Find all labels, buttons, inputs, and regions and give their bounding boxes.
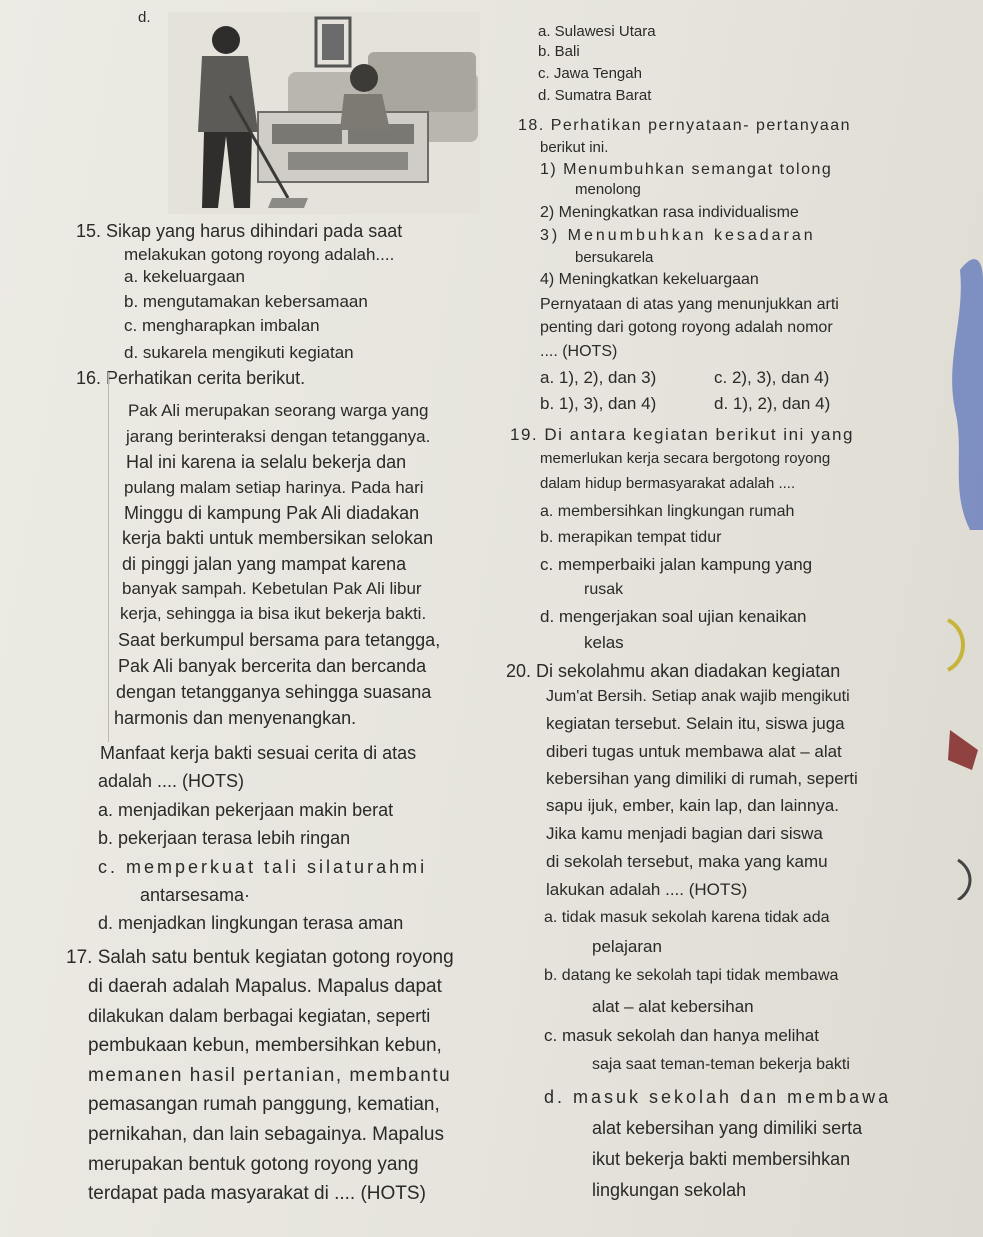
q20-line: di sekolah tersebut, maka yang kamu <box>546 852 828 871</box>
q18-prompt-hots: .... (HOTS) <box>540 343 618 360</box>
child-body <box>340 94 390 130</box>
q20-line: kebersihan yang dimiliki di rumah, seperti <box>546 769 858 788</box>
q17-line: pembukaan kebun, membersihkan kebun, <box>88 1035 442 1056</box>
q15-option-d: d. sukarela mengikuti kegiatan <box>124 343 354 362</box>
q20-line: 20. Di sekolahmu akan diadakan kegiatan <box>506 661 841 681</box>
q17-line: dilakukan dalam berbagai kegiatan, seperti <box>88 1006 431 1026</box>
q16-option-a: a. menjadikan pekerjaan makin berat <box>98 800 394 820</box>
q16-story-line: Saat berkumpul bersama para tetangga, <box>118 630 441 650</box>
q16-story-line: jarang berinteraksi dengan tetangganya. <box>126 427 431 446</box>
q16-option-c-cont: antarsesama· <box>140 885 251 905</box>
q16-story-line: banyak sampah. Kebetulan Pak Ali libur <box>122 579 422 598</box>
q15-option-b: b. mengutamakan kebersamaan <box>124 292 368 311</box>
q20-line: diberi tugas untuk membawa alat – alat <box>546 742 842 761</box>
q15-option-c: c. mengharapkan imbalan <box>124 316 320 335</box>
q17-line: pemasangan rumah panggung, kematian, <box>88 1094 440 1115</box>
q20-line: Jum'at Bersih. Setiap anak wajib mengikuti <box>546 688 850 705</box>
q16-option-c: c. memperkuat tali silaturahmi <box>98 857 428 877</box>
q16-story-line: pulang malam setiap harinya. Pada hari <box>124 478 424 497</box>
q16-story-line: dengan tetangganya sehingga suasana <box>116 682 432 702</box>
q18-prompt: Pernyataan di atas yang menunjukkan arti <box>540 296 839 313</box>
q20-option-c-cont: saja saat teman-teman bekerja bakti <box>592 1056 850 1073</box>
decorative-blobs <box>920 230 983 530</box>
q19-question-cont: memerlukan kerja secara bergotong royong <box>540 450 831 467</box>
illustration-letter: d. <box>138 9 151 26</box>
q18-statement-4: 4) Meningkatkan kekeluargaan <box>540 271 759 288</box>
q14-option-b: b. Bali <box>538 43 580 60</box>
cleaning-illustration <box>168 12 480 214</box>
q19-option-a: a. membersihkan lingkungan rumah <box>540 503 795 520</box>
q20-option-d-cont: alat kebersihan yang dimiliki serta <box>592 1118 863 1138</box>
child-head <box>350 64 378 92</box>
q20-option-a-cont: pelajaran <box>592 937 662 956</box>
q19-option-b: b. merapikan tempat tidur <box>540 529 722 546</box>
q19-option-d: d. mengerjakan soal ujian kenaikan <box>540 607 807 626</box>
q16-option-d: d. menjadkan lingkungan terasa aman <box>98 913 404 933</box>
q16-story-line: Pak Ali banyak bercerita dan bercanda <box>118 656 427 676</box>
q15-question: 15. Sikap yang harus dihindari pada saat <box>76 221 403 241</box>
q18-question-cont: berikut ini. <box>540 139 609 156</box>
q16-prompt-cont: adalah .... (HOTS) <box>98 771 245 791</box>
q18-prompt-cont: penting dari gotong royong adalah nomor <box>540 319 833 336</box>
q16-question: 16. Perhatikan cerita berikut. <box>76 368 306 388</box>
q18-option-a: a. 1), 2), dan 3) <box>540 368 657 387</box>
q20-line: Jika kamu menjadi bagian dari siswa <box>546 824 823 843</box>
q18-option-c: c. 2), 3), dan 4) <box>714 368 830 387</box>
decorative-curls <box>928 600 983 900</box>
q20-option-c: c. masuk sekolah dan hanya melihat <box>544 1026 819 1045</box>
q16-story-line: Hal ini karena ia selalu bekerja dan <box>126 452 407 472</box>
q20-line: kegiatan tersebut. Selain itu, siswa juga <box>546 714 845 733</box>
q20-option-b: b. datang ke sekolah tapi tidak membawa <box>544 967 839 984</box>
q16-story-line: Pak Ali merupakan seorang warga yang <box>128 401 429 420</box>
q18-option-b: b. 1), 3), dan 4) <box>540 394 657 413</box>
q18-question: 18. Perhatikan pernyataan- pertanyaan <box>518 117 852 134</box>
q16-option-b: b. pekerjaan terasa lebih ringan <box>98 828 351 848</box>
q20-option-a: a. tidak masuk sekolah karena tidak ada <box>544 909 830 926</box>
mop-head <box>268 198 308 208</box>
q19-question: 19. Di antara kegiatan berikut ini yang <box>510 425 854 444</box>
q18-statement-1: 1) Menumbuhkan semangat tolong <box>540 161 833 178</box>
q19-option-c-cont: rusak <box>584 581 624 598</box>
q16-story-line: di pinggi jalan yang mampat karena <box>122 554 407 574</box>
man-body <box>198 56 258 132</box>
q14-option-c: c. Jawa Tengah <box>538 65 642 82</box>
q17-line: pernikahan, dan lain sebagainya. Mapalus <box>88 1124 444 1145</box>
q19-option-d-cont: kelas <box>584 633 624 652</box>
q15-question-cont: melakukan gotong royong adalah.... <box>124 245 395 264</box>
q20-option-d: d. masuk sekolah dan membawa <box>544 1087 892 1107</box>
q18-option-d: d. 1), 2), dan 4) <box>714 394 831 413</box>
q18-statement-3-cont: bersukarela <box>575 249 654 266</box>
q20-line: sapu ijuk, ember, kain lap, dan lainnya. <box>546 796 839 815</box>
q14-option-d: d. Sumatra Barat <box>538 87 652 104</box>
q20-line: lakukan adalah .... (HOTS) <box>546 880 748 899</box>
q16-prompt: Manfaat kerja bakti sesuai cerita di atas <box>100 743 417 763</box>
q16-story-line: kerja, sehingga ia bisa ikut bekerja bakti. <box>120 604 427 623</box>
q19-question-cont: dalam hidup bermasyarakat adalah .... <box>540 475 796 492</box>
q14-option-a: a. Sulawesi Utara <box>538 23 656 40</box>
q18-statement-2: 2) Meningkatkan rasa individualisme <box>540 204 799 221</box>
q15-option-a: a. kekeluargaan <box>124 267 245 286</box>
q19-option-c: c. memperbaiki jalan kampung yang <box>540 555 813 574</box>
q16-story-line: harmonis dan menyenangkan. <box>114 708 357 728</box>
q18-statement-1-cont: menolong <box>575 181 641 198</box>
q17-line: merupakan bentuk gotong royong yang <box>88 1154 419 1175</box>
q17-line: memanen hasil pertanian, membantu <box>88 1065 452 1086</box>
man-head <box>212 26 240 54</box>
q20-option-b-cont: alat – alat kebersihan <box>592 997 754 1016</box>
q20-option-d-cont: lingkungan sekolah <box>592 1180 747 1200</box>
q20-option-d-cont: ikut bekerja bakti membersihkan <box>592 1149 851 1169</box>
q17-line: terdapat pada masyarakat di .... (HOTS) <box>88 1183 426 1204</box>
q16-story-line: Minggu di kampung Pak Ali diadakan <box>124 503 420 523</box>
q16-story-line: kerja bakti untuk membersikan selokan <box>122 528 434 548</box>
q18-statement-3: 3) Menumbuhkan kesadaran <box>540 227 816 244</box>
q17-line: 17. Salah satu bentuk kegiatan gotong royong <box>66 947 454 968</box>
q17-line: di daerah adalah Mapalus. Mapalus dapat <box>88 976 442 997</box>
